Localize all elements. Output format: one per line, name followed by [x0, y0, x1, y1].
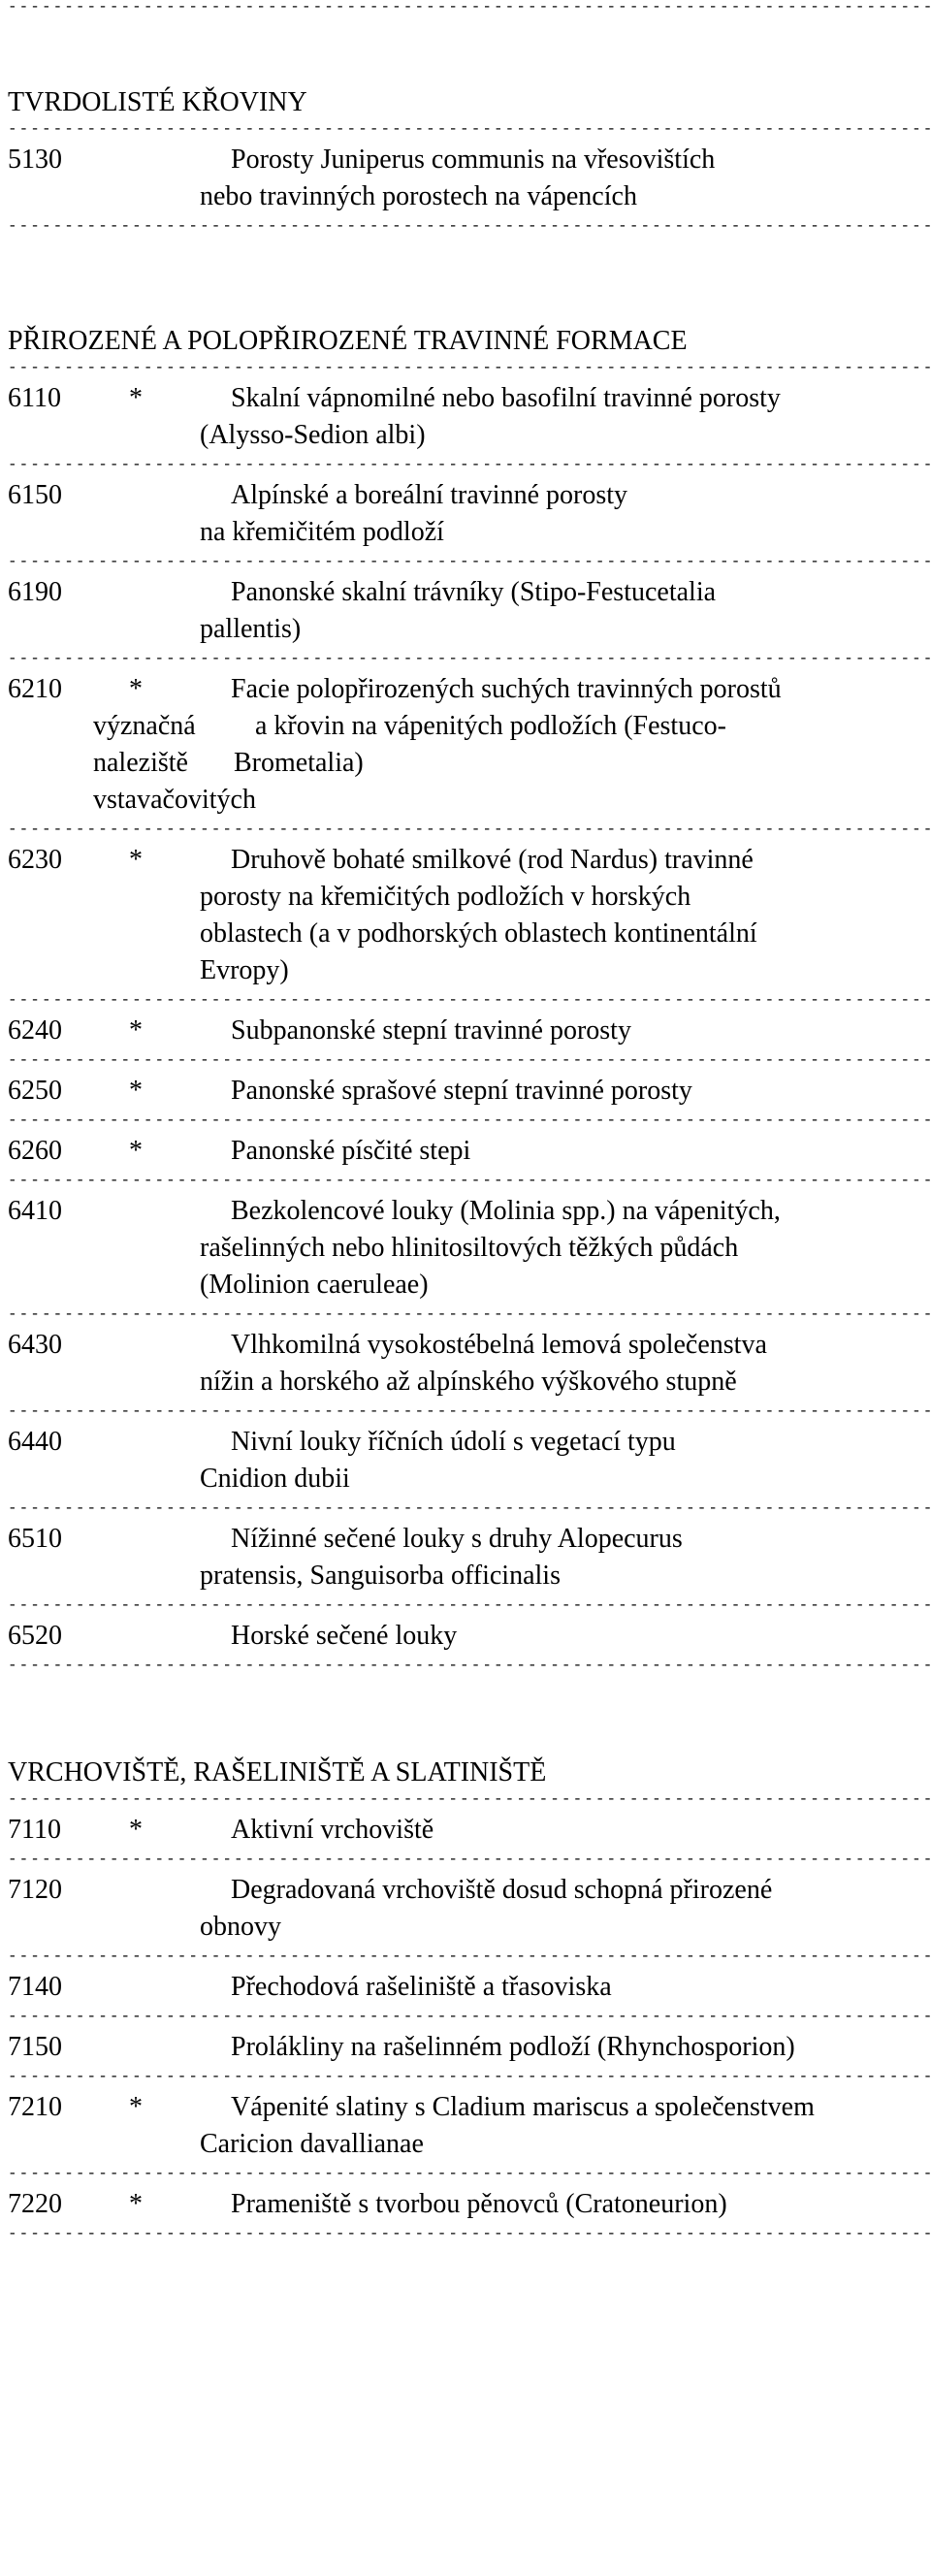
- habitat-name: Přechodová rašeliniště a třasoviska: [231, 1972, 612, 2002]
- habitat-code: 7150: [8, 2032, 62, 2062]
- divider: [8, 2167, 931, 2180]
- section-heading: TVRDOLISTÉ KŘOVINY: [8, 87, 307, 117]
- habitat-name: Subpanonské stepní travinné porosty: [231, 1015, 631, 1046]
- priority-mark: *: [129, 383, 143, 413]
- divider: [8, 122, 931, 136]
- habitat-code: 6190: [8, 577, 62, 607]
- habitat-code: 5130: [8, 145, 62, 175]
- divider: [8, 1174, 931, 1187]
- habitat-entry: [8, 2023, 931, 2070]
- habitat-entry: [8, 1418, 931, 1501]
- priority-mark: *: [129, 1076, 143, 1106]
- priority-mark: *: [129, 1136, 143, 1166]
- priority-mark: *: [129, 1815, 143, 1845]
- habitat-entry: [8, 1007, 931, 1053]
- habitat-name: Aktivní vrchoviště: [231, 1815, 434, 1845]
- habitat-name: Druhově bohaté smilkové (rod Nardus) travinné: [231, 845, 754, 875]
- divider: [8, 1792, 931, 1806]
- habitat-entry: [8, 1612, 931, 1658]
- habitat-entry: [8, 2180, 931, 2227]
- divider: [8, 1598, 931, 1612]
- note-text: význačná: [93, 711, 196, 741]
- habitat-name: Bezkolencové louky (Molinia spp.) na vápenitých, rašelinných nebo hlinitosiltových těžkých půdách (Molinion caeruleae): [200, 1196, 781, 1300]
- divider: [8, 822, 931, 836]
- divider: [8, 993, 931, 1007]
- habitat-entry: 6210 * Facie polopřirozených suchých travinných porostů význačná a křovin na vápenitých podložích (Festuco- naleziště Brometalia) vstavačovitých: [8, 665, 931, 822]
- habitat-code: 7220: [8, 2189, 62, 2219]
- habitat-name: Vlhkomilná vysokostébelná lemová společenstva nížin a horského až alpínského výškového stupně: [200, 1330, 767, 1397]
- priority-mark: *: [129, 2092, 143, 2122]
- habitat-name: Porosty Juniperus communis na vřesovištích nebo travinných porostech na vápencích: [200, 145, 716, 211]
- habitat-name: Nížinné sečené louky s druhy Alopecurus pratensis, Sanguisorba officinalis: [200, 1524, 683, 1591]
- habitat-code: 6110: [8, 383, 61, 413]
- habitat-name: Alpínské a boreální travinné porosty na křemičitém podloží: [200, 480, 628, 547]
- habitat-code: 7110: [8, 1815, 61, 1845]
- habitat-entry: 6230 * Druhově bohaté smilkové (rod Nardus) travinné porosty na křemičitých podložích v horských oblastech (a v podhorských oblastech kontinentální Evropy): [8, 836, 931, 993]
- habitat-entry: 7210 * Vápenité slatiny s Cladium mariscus a společenstvem Caricion davallianae: [8, 2083, 931, 2167]
- habitat-entry: [8, 1963, 931, 2010]
- habitat-code: 6250: [8, 1076, 62, 1106]
- habitat-name: Horské sečené louky: [231, 1621, 458, 1651]
- priority-mark: *: [129, 674, 143, 704]
- habitat-name: Panonské písčité stepi: [231, 1136, 471, 1166]
- top-divider: [8, 0, 931, 14]
- habitat-entry: [8, 1321, 931, 1404]
- habitat-entry: [8, 568, 931, 652]
- divider: [8, 555, 931, 568]
- habitat-code: 6150: [8, 480, 62, 510]
- divider: [8, 1113, 931, 1127]
- divider: [8, 1404, 931, 1418]
- habitat-name: Nivní louky říčních údolí s vegetací typu Cnidion dubii: [200, 1427, 676, 1494]
- divider: [8, 1053, 931, 1067]
- divider: [8, 1949, 931, 1963]
- habitat-code: 6440: [8, 1427, 62, 1457]
- habitat-entry: [8, 1127, 931, 1174]
- habitat-code: 6430: [8, 1330, 62, 1360]
- habitat-name: Prameniště s tvorbou pěnovců (Cratoneurion): [231, 2189, 727, 2219]
- habitat-entry: [8, 471, 931, 555]
- habitat-code: 6260: [8, 1136, 62, 1166]
- divider: [8, 2070, 931, 2083]
- habitat-entry: [8, 1067, 931, 1113]
- habitat-name: Prolákliny na rašelinném podloží (Rhynchosporion): [231, 2032, 795, 2062]
- divider: [8, 652, 931, 665]
- habitat-name: Panonské skalní trávníky (Stipo-Festucetalia pallentis): [200, 577, 717, 644]
- note-text: naleziště: [93, 748, 188, 778]
- note-text: vstavačovitých: [93, 785, 256, 815]
- divider: [8, 219, 931, 233]
- divider: [8, 1501, 931, 1515]
- habitat-name: Panonské sprašové stepní travinné porosty: [231, 1076, 692, 1106]
- habitat-name: Skalní vápnomilné nebo basofilní travinné porosty: [231, 383, 781, 413]
- habitat-code: 6520: [8, 1621, 62, 1651]
- divider: [8, 1658, 931, 1672]
- habitat-name: Facie polopřirozených suchých travinných porostů: [231, 674, 782, 704]
- habitat-entry: [8, 136, 931, 219]
- habitat-code: 7210: [8, 2092, 62, 2122]
- habitat-code: 6510: [8, 1524, 62, 1554]
- priority-mark: *: [129, 845, 143, 875]
- priority-mark: *: [129, 2189, 143, 2219]
- habitat-code: 6410: [8, 1196, 62, 1226]
- divider: [8, 361, 931, 374]
- divider: [8, 458, 931, 471]
- divider: [8, 2227, 931, 2240]
- habitat-name: Vápenité slatiny s Cladium mariscus a společenstvem: [231, 2092, 815, 2122]
- habitat-name: Degradovaná vrchoviště dosud schopná přirozené obnovy: [200, 1875, 773, 1942]
- habitat-code: 6210: [8, 674, 62, 704]
- habitat-entry: [8, 1187, 931, 1307]
- habitat-code: 7120: [8, 1875, 62, 1905]
- divider: [8, 1307, 931, 1321]
- priority-mark: *: [129, 1015, 143, 1046]
- divider: [8, 2010, 931, 2023]
- habitat-entry: 6110 * Skalní vápnomilné nebo basofilní travinné porosty (Alysso-Sedion albi): [8, 374, 931, 458]
- habitat-code: 6240: [8, 1015, 62, 1046]
- section-heading: PŘIROZENÉ A POLOPŘIROZENÉ TRAVINNÉ FORMACE: [8, 326, 688, 356]
- habitat-code: 7140: [8, 1972, 62, 2002]
- habitat-entry: [8, 1866, 931, 1949]
- section-heading: VRCHOVIŠTĚ, RAŠELINIŠTĚ A SLATINIŠTĚ: [8, 1757, 547, 1787]
- habitat-code: 6230: [8, 845, 62, 875]
- document: [8, 0, 931, 2240]
- habitat-entry: [8, 1515, 931, 1598]
- divider: [8, 1852, 931, 1866]
- habitat-entry: [8, 1806, 931, 1852]
